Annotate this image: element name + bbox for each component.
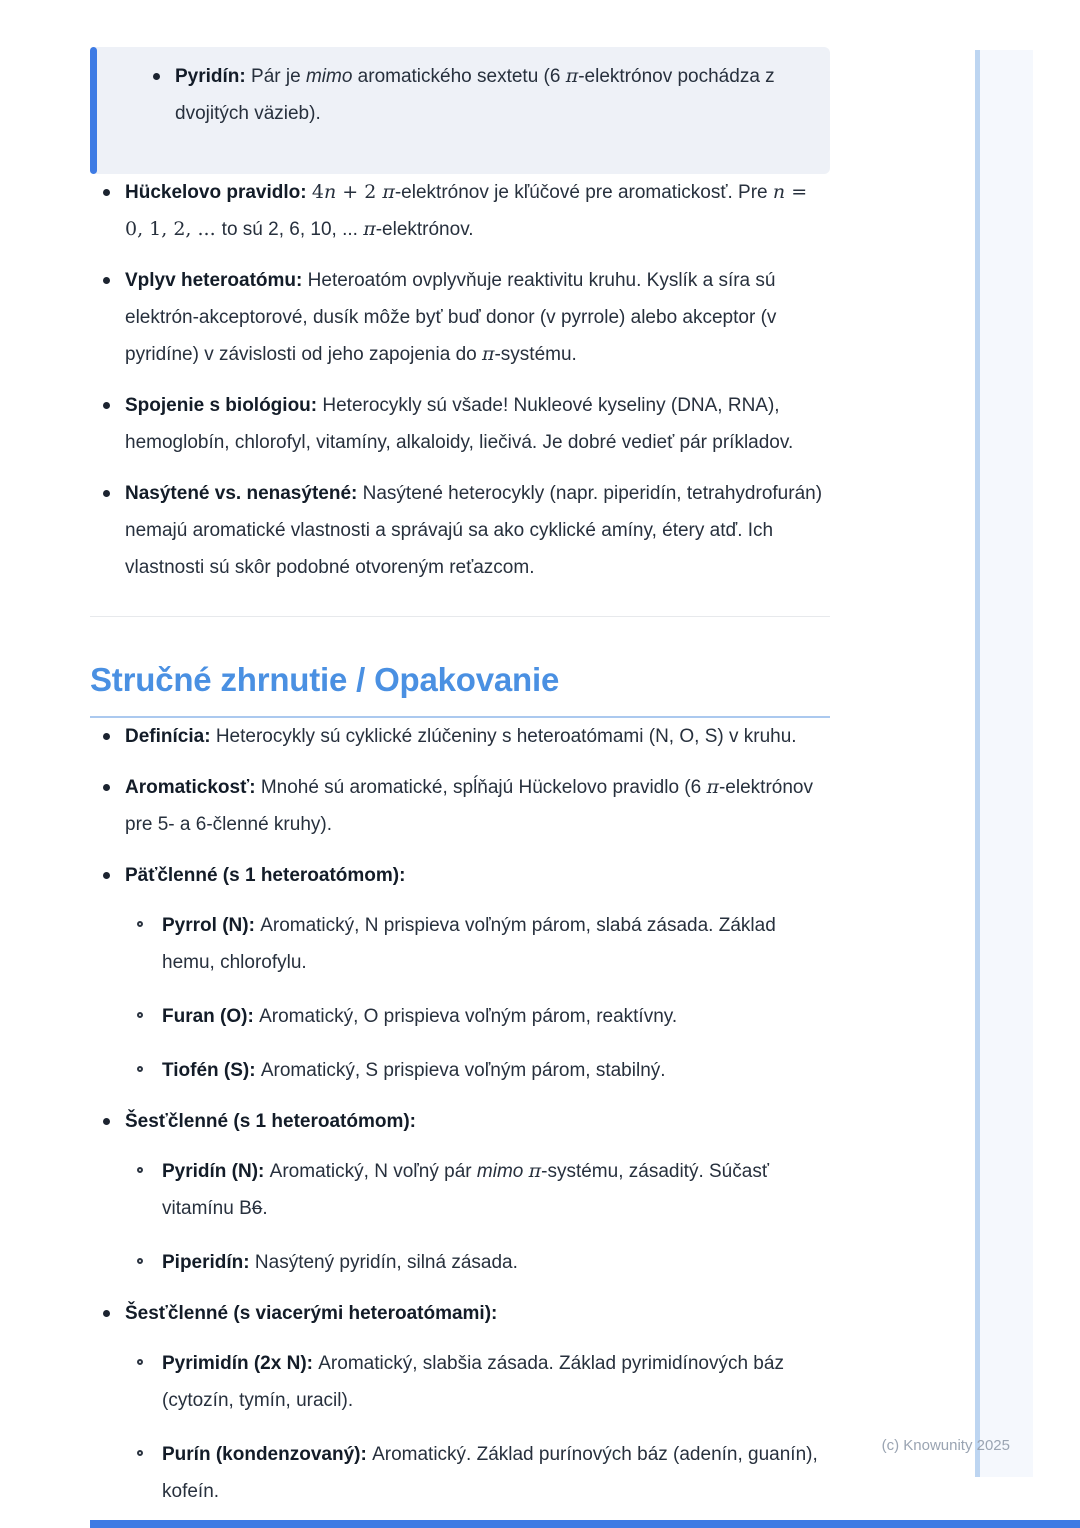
text-segment: 4 [311, 181, 324, 203]
text-segment: Aromatický. Základ purínových báz (adenín, guanín), kofeín. [162, 1444, 818, 1502]
text-segment: -elektrónov pochádza z dvojitých väzieb). [175, 66, 775, 124]
text-segment: -elektrónov. [375, 219, 474, 240]
bullet-icon [103, 189, 110, 196]
text-segment: = 0, 1, 2, ... [125, 181, 808, 240]
sub-list [125, 907, 830, 1089]
text-segment: π [528, 1160, 542, 1182]
text-segment: Tiofén (S): [162, 1060, 261, 1081]
text-segment: Nasýtené heterocykly (napr. piperidín, tetrahydrofurán) nemajú aromatické vlastnosti a správajú sa ako cyklické amíny, étery atď. Ich vlastnosti sú skôr podobné otvoreným reťazcom. [125, 483, 823, 578]
text-segment: Pyridín: [175, 66, 252, 87]
circle-bullet-icon [137, 1012, 143, 1018]
list-item [90, 718, 830, 755]
text-segment: + 2 [336, 181, 383, 203]
bullet-icon [103, 1118, 110, 1125]
next-page-edge[interactable] [975, 50, 1033, 1477]
text-segment: Aromatickosť: [125, 777, 261, 798]
text-segment: Aromatický, N voľný pár [269, 1161, 477, 1182]
text-segment: -systému, zásaditý. Súčasť vitamínu B [162, 1161, 769, 1219]
text-segment: aromatického sextetu (6 [352, 66, 566, 87]
bullet-icon [103, 277, 110, 284]
list-item [90, 1103, 830, 1281]
text-segment: Furan (O): [162, 1006, 260, 1027]
list-item [90, 262, 830, 373]
sub-list [125, 1153, 830, 1281]
list-item [90, 387, 830, 461]
bullet-icon [103, 490, 110, 497]
bullet-icon [103, 402, 110, 409]
list-item [90, 857, 830, 1089]
text-segment: π [382, 181, 395, 203]
text-segment: π [481, 343, 495, 365]
list-item [125, 907, 830, 981]
circle-bullet-icon [137, 1450, 143, 1456]
text-segment: π [565, 65, 579, 87]
bullet-icon [103, 1310, 110, 1317]
list-item-text [162, 1353, 784, 1411]
text-segment: Aromatický, S prispieva voľným párom, stabilný. [260, 1060, 666, 1081]
text-segment: Aromatický, slabšia zásada. Základ pyrimidínových báz (cytozín, tymín, uracil). [162, 1353, 784, 1411]
text-segment: Šesťčlenné (s viacerými heteroatómami): [125, 1303, 498, 1324]
list-item [90, 174, 830, 248]
text-segment: Hückelovo pravidlo: [125, 182, 312, 203]
text-segment: Heteroatóm ovplyvňuje reaktivitu kruhu. Kyslík a síra sú elektrón-akceptorové, dusík môže byť buď donor (v pyrrole) alebo akceptor (v pyridíne) v závislosti od jeho zapojenia do [125, 270, 777, 365]
text-segment: Piperidín: [162, 1252, 255, 1273]
list-item [125, 1052, 830, 1089]
bullet-icon [103, 784, 110, 791]
text-segment: -elektrónov pre 5- a 6-členné kruhy). [125, 777, 813, 835]
list-item-text [162, 915, 776, 973]
list-item-text [162, 1252, 518, 1273]
circle-bullet-icon [137, 1258, 143, 1264]
summary-list [90, 718, 830, 1510]
text-segment: mimo [476, 1161, 524, 1182]
text-segment: Nasýtené vs. nenasýtené: [125, 483, 363, 504]
callout-accent-bar [90, 47, 97, 174]
list-item-text [125, 270, 776, 365]
copyright-text: (c) Knowunity 2025 [881, 1437, 1010, 1454]
page-progress-bar [90, 1520, 1080, 1528]
text-segment: Purín (kondenzovaný): [162, 1444, 373, 1465]
list-item-text [125, 1111, 416, 1132]
list-item [125, 998, 830, 1035]
list-item-text [125, 726, 797, 747]
text-segment: n [772, 181, 786, 203]
text-segment: Mnohé sú aromatické, spĺňajú Hückelovo pravidlo (6 [260, 777, 707, 798]
circle-bullet-icon [137, 1066, 143, 1072]
text-segment: Päťčlenné (s 1 heteroatómom): [125, 865, 406, 886]
text-segment: n [323, 181, 337, 203]
text-segment: 6 [251, 1198, 263, 1219]
text-segment: Pyridín (N): [162, 1161, 270, 1182]
list-item-text [125, 395, 793, 453]
bullet-icon [103, 872, 110, 879]
sub-list [125, 1345, 830, 1510]
list-item [125, 1244, 830, 1281]
text-segment: Šesťčlenné (s 1 heteroatómom): [125, 1111, 417, 1132]
note-callout [90, 47, 830, 174]
bullet-icon [103, 733, 110, 740]
text-segment: Aromatický, O prispieva voľným párom, reaktívny. [259, 1006, 678, 1027]
callout-list [140, 58, 804, 132]
list-item [140, 58, 804, 132]
list-item [90, 1295, 830, 1510]
list-item-text [125, 865, 405, 886]
text-segment: π [363, 218, 376, 240]
text-segment: Pyrimidín (2x N): [162, 1353, 319, 1374]
list-item [125, 1345, 830, 1419]
list-item-text [162, 1444, 818, 1502]
text-segment: π [706, 776, 719, 798]
list-item-text [125, 1303, 497, 1324]
document-page [90, 0, 830, 1514]
list-item-text [162, 1161, 769, 1219]
list-item-text [162, 1006, 677, 1027]
text-segment: Pyrrol (N): [162, 915, 261, 936]
list-item-text [162, 1060, 666, 1081]
bullet-icon [153, 73, 160, 80]
list-item-text [125, 182, 807, 240]
text-segment: Heterocykly sú cyklické zlúčeniny s heteroatómami (N, O, S) v kruhu. [215, 726, 797, 747]
text-segment: Vplyv heteroatómu: [125, 270, 308, 291]
text-segment: . [262, 1198, 268, 1219]
text-segment: Definícia: [125, 726, 216, 747]
text-segment: Pár je [251, 66, 306, 87]
section-title: Stručné zhrnutie / Opakovanie [90, 661, 560, 698]
list-item-text [175, 66, 775, 124]
list-item [125, 1436, 830, 1510]
text-segment: to sú 2, 6, 10, ... [221, 219, 364, 240]
list-item [90, 475, 830, 586]
circle-bullet-icon [137, 1359, 143, 1365]
section-divider [90, 616, 830, 617]
key-points-list [90, 174, 830, 586]
circle-bullet-icon [137, 1167, 143, 1173]
text-segment: mimo [305, 66, 353, 87]
text-segment: Aromatický, N prispieva voľným párom, slabá zásada. Základ hemu, chlorofylu. [162, 915, 776, 973]
text-segment: -systému. [494, 344, 577, 365]
list-item-text [125, 483, 822, 578]
text-segment: Spojenie s biológiou: [125, 395, 323, 416]
text-segment: Nasýtený pyridín, silná zásada. [254, 1252, 518, 1273]
list-item-text [125, 777, 813, 835]
circle-bullet-icon [137, 921, 143, 927]
text-segment: -elektrónov je kľúčové pre aromatickosť. Pre [394, 182, 773, 203]
text-segment: Heterocykly sú všade! Nukleové kyseliny (DNA, RNA), hemoglobín, chlorofyl, vitamíny, alkaloidy, liečivá. Je dobré vedieť pár príkladov. [125, 395, 794, 453]
list-item [125, 1153, 830, 1227]
list-item [90, 769, 830, 843]
